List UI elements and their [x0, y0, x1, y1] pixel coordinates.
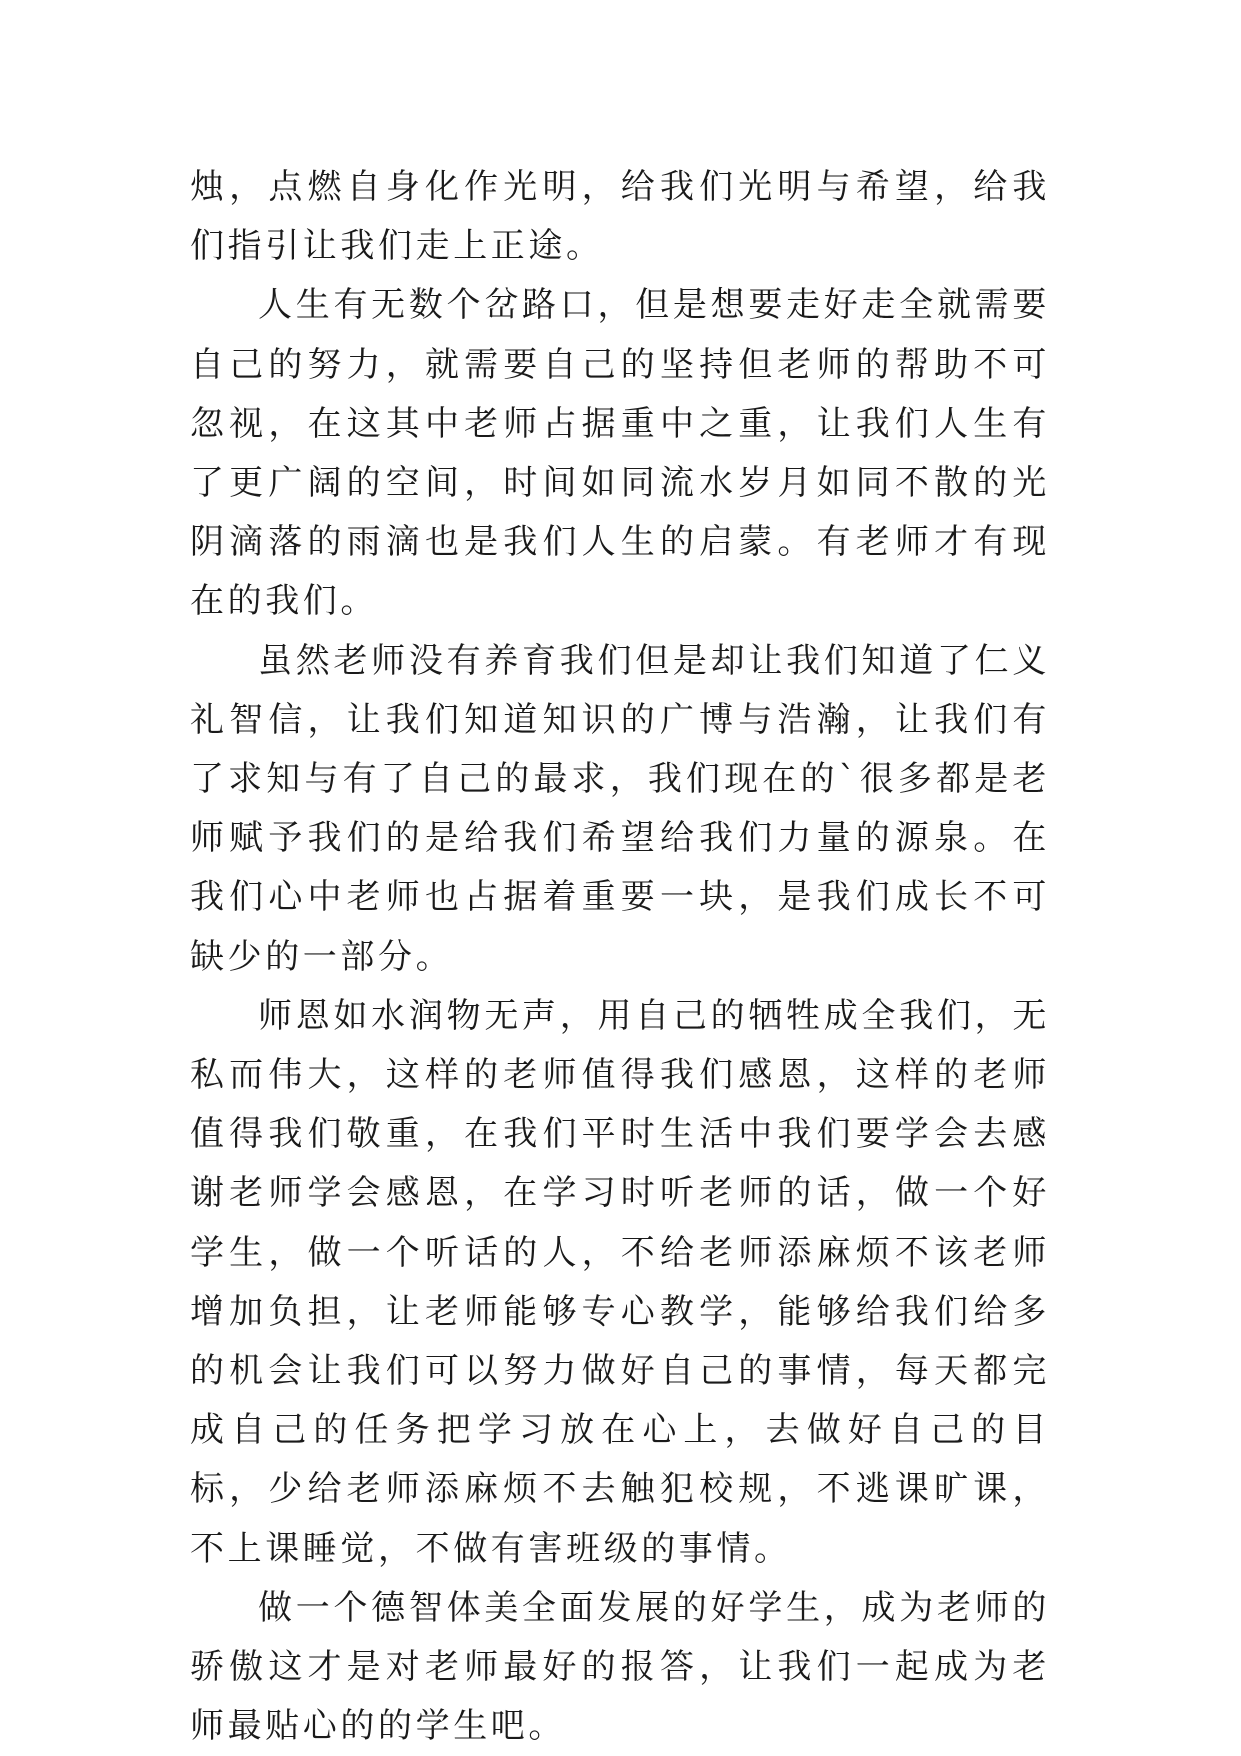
paragraph: 虽然老师没有养育我们但是却让我们知道了仁义礼智信，让我们知道知识的广博与浩瀚，让我们有了求知与有了自己的最求，我们现在的`很多都是老师赋予我们的是给我们希望给我们力量的源泉。在我们心中老师也占据着重要一块，是我们成长不可缺少的一部分。	[190, 640, 1050, 977]
paragraph: 人生有无数个岔路口，但是想要走好走全就需要自己的努力，就需要自己的坚持但老师的帮助不可忽视，在这其中老师占据重中之重，让我们人生有了更广阔的空间，时间如同流水岁月如同不散的光阴滴落的雨滴也是我们人生的启蒙。有老师才有现在的我们。	[190, 285, 1050, 622]
paragraph: 做一个德智体美全面发展的好学生，成为老师的骄傲这才是对老师最好的报答，让我们一起成为老师最贴心的的学生吧。	[190, 1587, 1050, 1747]
paragraph-continuation: 烛，点燃自身化作光明，给我们光明与希望，给我们指引让我们走上正途。	[190, 167, 1050, 267]
paragraph: 师恩如水润物无声，用自己的牺牲成全我们，无私而伟大，这样的老师值得我们感恩，这样的老师值得我们敬重，在我们平时生活中我们要学会去感谢老师学会感恩，在学习时听老师的话，做一个好学生，做一个听话的人，不给老师添麻烦不该老师增加负担，让老师能够专心教学，能够给我们给多的机会让我们可以努力做好自己的事情，每天都完成自己的任务把学习放在心上，去做好自己的目标，少给老师添麻烦不去触犯校规，不逃课旷课，不上课睡觉，不做有害班级的事情。	[190, 995, 1050, 1569]
document-body	[190, 158, 1050, 1756]
